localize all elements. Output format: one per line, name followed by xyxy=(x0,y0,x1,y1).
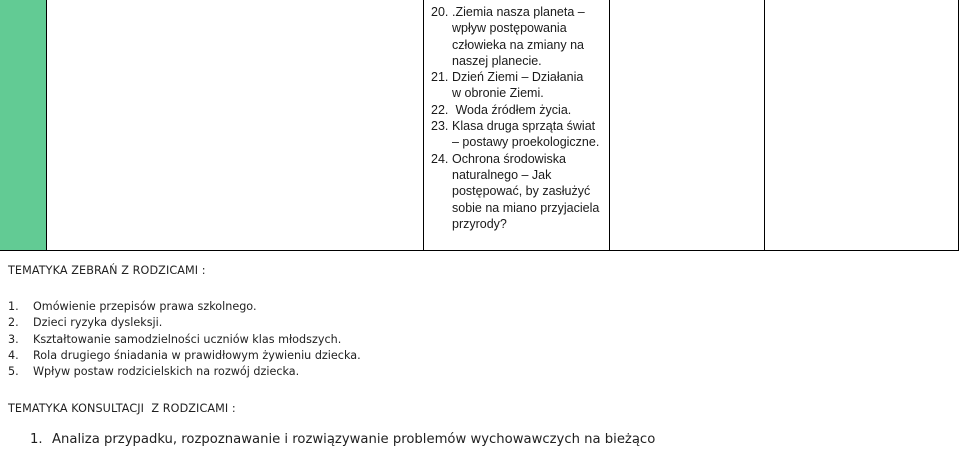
list-item-text: – postawy proekologiczne. xyxy=(452,135,600,150)
list-item xyxy=(8,332,361,348)
list-item-text: Kształtowanie samodzielności uczniów klas młodszych. xyxy=(33,332,342,346)
list-item-number: 1. xyxy=(8,300,19,313)
list-item-number: 1. xyxy=(30,432,43,447)
list-item-number: 2. xyxy=(8,316,19,330)
list-item-text: w obronie Ziemi. xyxy=(452,86,544,101)
list-item xyxy=(8,364,361,380)
list-item-text: przyrody? xyxy=(452,216,507,231)
list-item xyxy=(431,102,611,118)
list-item-text: Woda źródłem życia. xyxy=(452,102,572,117)
table-column-divider xyxy=(423,0,424,251)
list-item xyxy=(431,4,611,69)
list-item xyxy=(431,69,611,102)
list-item-text: Omówienie przepisów prawa szkolnego. xyxy=(33,300,257,313)
table-column-divider xyxy=(958,0,959,251)
list-item xyxy=(431,151,611,232)
list-item-number: 23. xyxy=(431,119,449,134)
list-item-number: 20. xyxy=(431,5,449,19)
table-column-divider xyxy=(46,0,47,251)
list-item-number: 3. xyxy=(8,332,19,346)
meetings-list xyxy=(8,299,361,380)
table-column-divider xyxy=(764,0,765,251)
list-item-text: naszej planecie. xyxy=(452,53,542,68)
list-item-text: naturalnego – Jak xyxy=(452,167,552,182)
list-item xyxy=(8,315,361,331)
list-item-text: Rola drugiego śniadania w prawidłowym żywieniu dziecka. xyxy=(33,348,361,362)
list-item-number: 5. xyxy=(8,365,19,379)
consultations-list xyxy=(30,431,655,449)
list-item-text: Analiza przypadku, rozpoznawanie i rozwiązywanie problemów wychowawczych na bieżąco xyxy=(52,432,656,447)
list-item-text: Dzień Ziemi – Działania xyxy=(452,70,584,85)
list-item-text: Dzieci ryzyka dysleksji. xyxy=(33,316,163,330)
table-accent-column xyxy=(0,0,46,250)
list-item-text: .Ziemia nasza planeta – xyxy=(452,5,585,19)
list-item-number: 22. xyxy=(431,102,449,117)
list-item xyxy=(30,431,655,449)
list-item-text: Wpływ postaw rodzicielskich na rozwój dziecka. xyxy=(33,365,300,379)
topics-list xyxy=(431,4,611,232)
list-item-text: człowieka na zmiany na xyxy=(452,37,585,52)
list-item-number: 4. xyxy=(8,348,19,362)
list-item-number: 24. xyxy=(431,151,449,166)
consultations-heading: TEMATYKA KONSULTACJI Z RODZICAMI : xyxy=(8,402,236,415)
list-item-text: Ochrona środowiska xyxy=(452,151,566,166)
list-item-text: postępować, by zasłużyć xyxy=(452,184,591,199)
list-item xyxy=(8,348,361,364)
list-item xyxy=(8,299,361,315)
list-item-text: wpływ postępowania xyxy=(452,21,567,36)
list-item-number: 21. xyxy=(431,70,449,85)
list-item xyxy=(431,118,611,151)
list-item-text: Klasa druga sprząta świat xyxy=(452,119,596,134)
list-item-text: sobie na miano przyjaciela xyxy=(452,200,600,215)
meetings-heading: TEMATYKA ZEBRAŃ Z RODZICAMI : xyxy=(8,264,206,277)
